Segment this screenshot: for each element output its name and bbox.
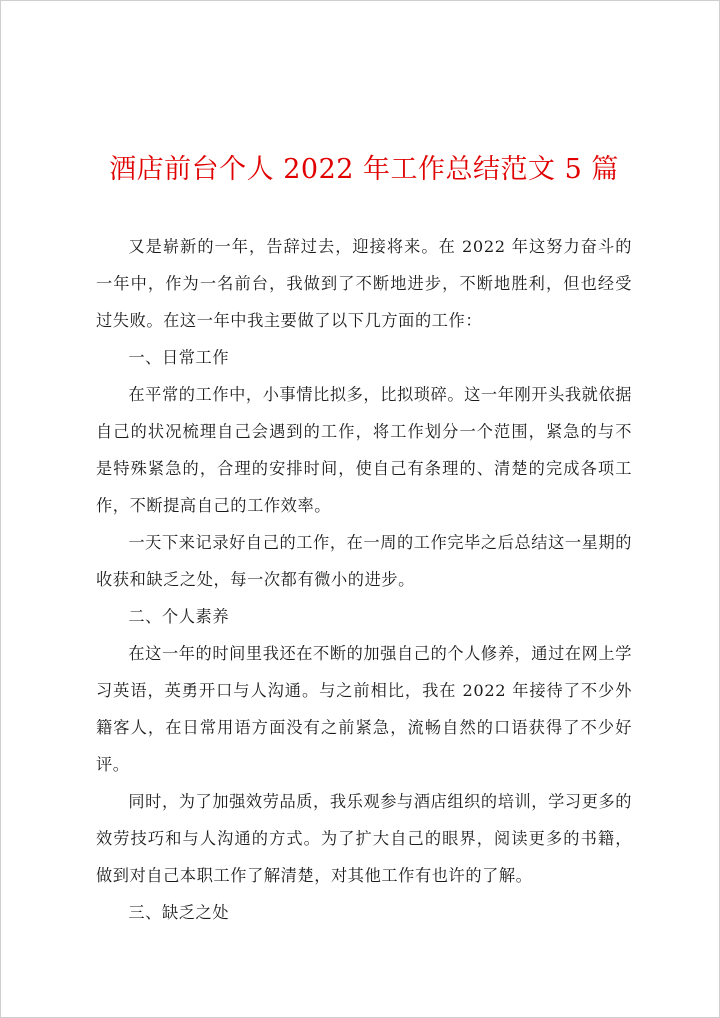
paragraph-training: 同时，为了加强效劳品质，我乐观参与酒店组织的培训，学习更多的效劳技巧和与人沟通的方式。为了扩大自己的眼界，阅读更多的书籍，做到对自己本职工作了解清楚，对其他工作有也许的了解。 bbox=[96, 792, 633, 885]
paragraph-personal-quality: 在这一年的时间里我还在不断的加强自己的个人修养，通过在网上学习英语，英勇开口与人沟通。与之前相比，我在 2022 年接待了不少外籍客人，在日常用语方面没有之前紧急，流畅自然的口语获得了不少好评。 bbox=[96, 644, 633, 774]
document-title: 酒店前台个人 2022 年工作总结范文 5 篇 bbox=[109, 154, 619, 185]
paragraph-daily-work: 在平常的工作中，小事情比拟多，比拟琐碎。这一年刚开头我就依据自己的状况梳理自己会遇到的工作，将工作划分一个范围，紧急的与不是特殊紧急的，合理的安排时间，使自己有条理的、清楚的完成各项工作，不断提高自己的工作效率。 bbox=[96, 385, 633, 515]
document-body bbox=[96, 150, 632, 931]
section-heading-shortcomings: 三、缺乏之处 bbox=[128, 903, 230, 922]
section-heading-daily-work: 一、日常工作 bbox=[128, 348, 230, 367]
section-heading-personal-quality: 二、个人素养 bbox=[128, 607, 230, 626]
paragraph-daily-record: 一天下来记录好自己的工作，在一周的工作完毕之后总结这一星期的收获和缺乏之处，每一次都有微小的进步。 bbox=[96, 533, 633, 589]
paragraph-intro: 又是崭新的一年，告辞过去，迎接将来。在 2022 年这努力奋斗的一年中，作为一名前台，我做到了不断地进步，不断地胜利，但也经受过失败。在这一年中我主要做了以下几方面的工作： bbox=[96, 237, 632, 330]
